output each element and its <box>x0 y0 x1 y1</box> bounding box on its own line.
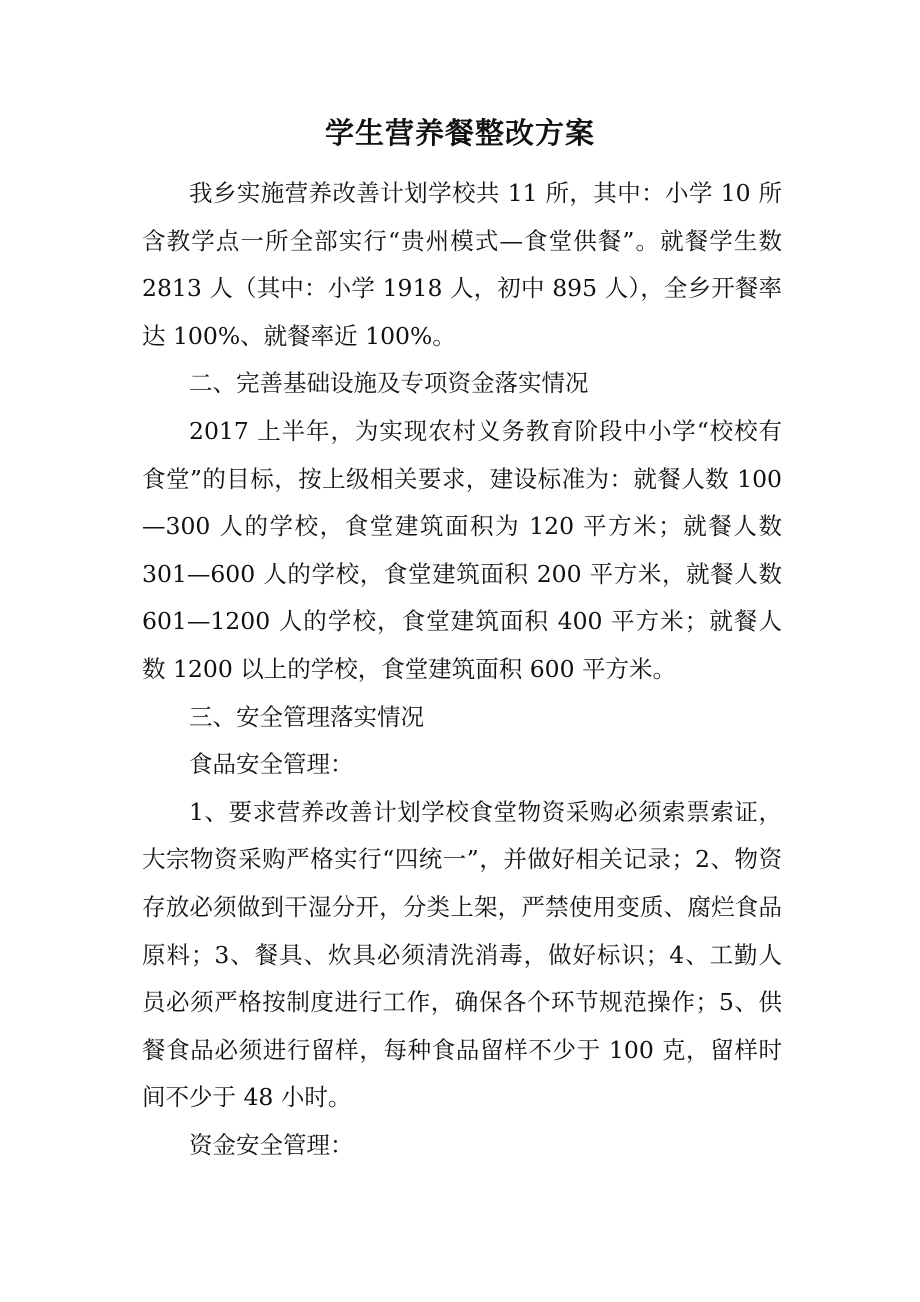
paragraph-food-safety: 1、要求营养改善计划学校食堂物资采购必须索票索证，大宗物资采购严格实行“四统一”，并做好相关记录；2、物资存放必须做到干湿分开，分类上架，严禁使用变质、腐烂食品原料；3、餐具、炊具必须清洗消毒，做好标识；4、工勤人员必须严格按制度进行工作，确保各个环节规范操作；5、供餐食品必须进行留样，每种食品留样不少于 100 克，留样时间不少于 48 小时。 <box>142 797 782 1112</box>
document-title: 学生营养餐整改方案 <box>324 116 595 150</box>
section-heading-infrastructure: 二、完善基础设施及专项资金落实情况 <box>189 369 589 398</box>
subheading-fund-safety: 资金安全管理： <box>189 1130 354 1159</box>
paragraph-infrastructure: 2017 上半年，为实现农村义务教育阶段中小学“校校有食堂”的目标，按上级相关要求，建设标准为：就餐人数 100—300 人的学校，食堂建筑面积为 120 平方米；就餐人数 301—600 人的学校，食堂建筑面积 200 平方米，就餐人数 601—1200 人的学校，食堂建筑面积 400 平方米；就餐人数 1200 以上的学校，食堂建筑面积 600 平方米。 <box>142 416 782 683</box>
subheading-food-safety: 食品安全管理： <box>189 750 354 779</box>
document-body <box>142 170 782 1169</box>
section-heading-safety: 三、安全管理落实情况 <box>189 702 424 731</box>
paragraph-overview: 我乡实施营养改善计划学校共 11 所，其中：小学 10 所含教学点一所全部实行“贵州模式—食堂供餐”。就餐学生数 2813 人（其中：小学 1918 人，初中 895 人），全乡开餐率达 100%、就餐率近 100%。 <box>142 179 782 350</box>
